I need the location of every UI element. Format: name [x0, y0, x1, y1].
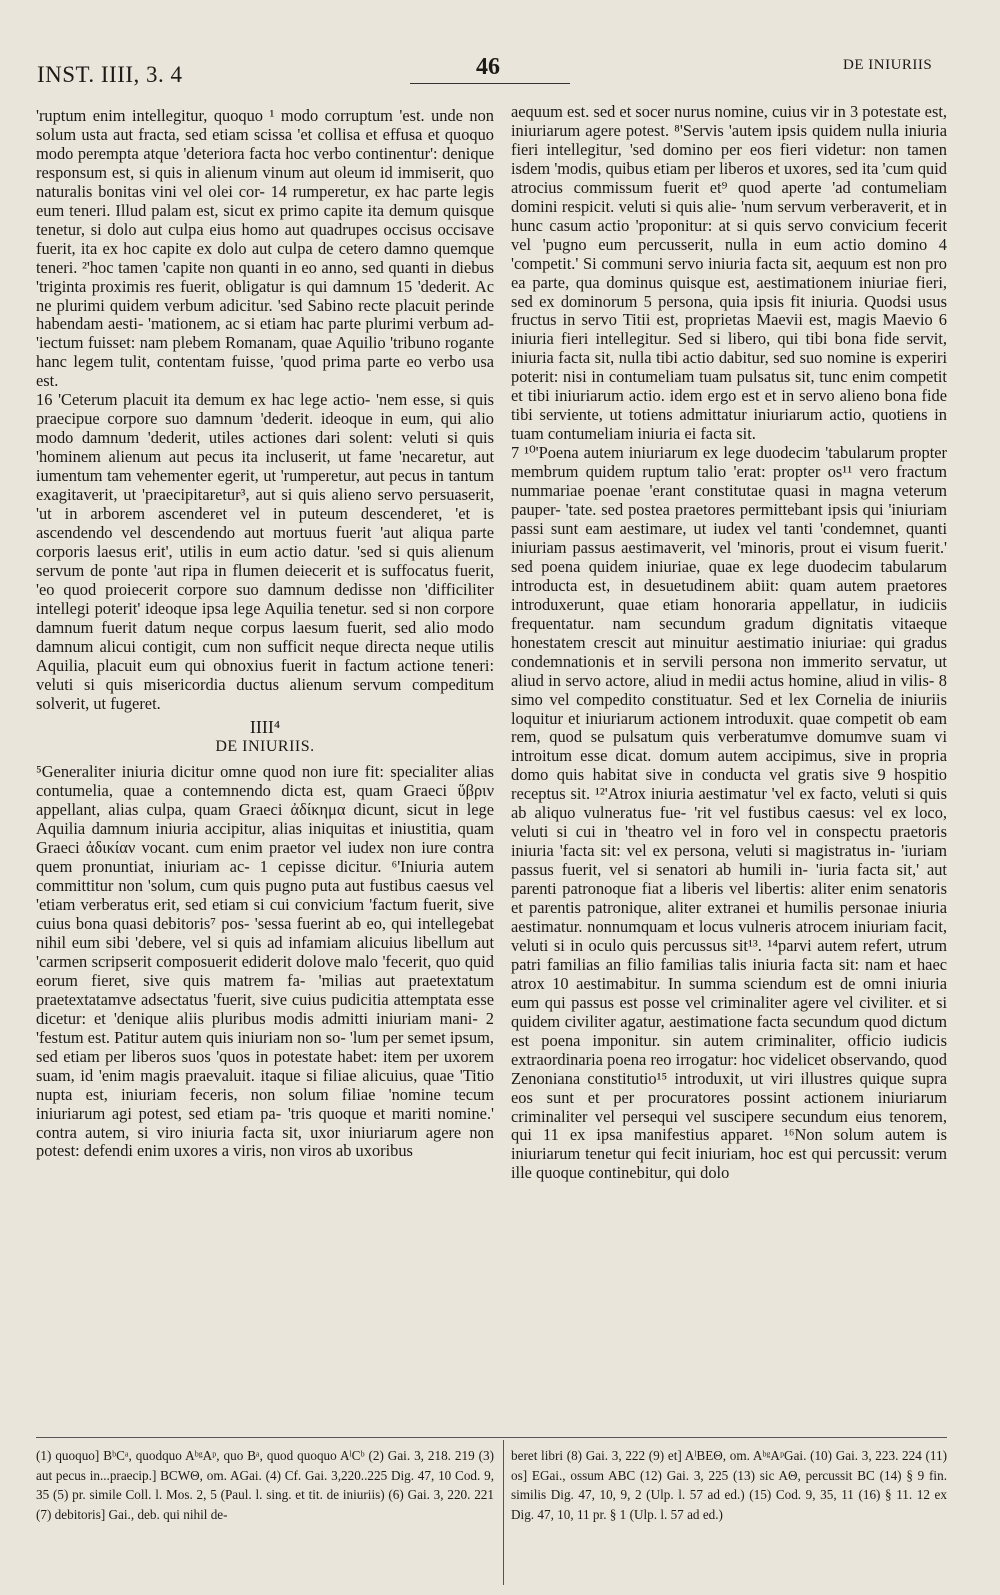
footnote-rule [36, 1437, 947, 1438]
page-number: 46 [476, 54, 500, 80]
footnotes-left: (1) quoquo] BᵇCᵃ, quodquo AᵇᵍAᵖ, quo Bᵃ, quod quoquo AˡCᵇ (2) Gai. 3, 218. 219 (3) aut pecus in...praecip.] BCWΘ, om. AGai. (4) Cf. Gai. 3,220..225 Dig. 47, 10 Cod. 9, 35 (5) pr. simile Coll. l. Mos. 2, 5 (Paul. l. sing. et tit. de iniuriis) (6) Gai. 3, 220. 221 (7) debitoris] Gai., deb. qui nihil de- [36, 1448, 494, 1522]
paragraph: ⁵Generaliter iniuria dicitur omne quod non iure fit: specialiter alias contumelia, quae a contemnendo dicta est, quam Graeci ὕβριν appellant, alias culpa, quam Graeci ἀδίκημα dicunt, sicut in lege Aquilia damnum iniuria accipitur, alias iniquitas et iniustitia, quam Graeci ἀδικίαν vocant. cum enim praetor vel iudex non iure contra quem pronuntiat, iniuriam ac- 1 cepisse dicitur. ⁶'Iniuria autem committitur non 'solum, cum quis pugno puta aut fustibus caesus vel 'etiam verberatus erit, sed etiam si cui convicium 'factum fuerit, sive cuius bona quasi debitoris⁷ pos- 'sessa fuerint ab eo, qui intellegebat nihil eum sibi 'debere, vel si quis ad infamiam alicuius libellum aut 'carmen scripserit composuerit ediderit dolove malo 'fecerit, quo quid eorum fieret, sive quis matrem fa- 'milias aut praetextatum praetextatamve adsectatus 'fuerit, sive cuius pudicitia attemptata esse dicetur: et 'denique aliis pluribus modis admitti iniuriam mani- 2 'festum est. Patitur autem quis iniuriam non so- 'lum per semet ipsum, sed etiam per liberos suos 'quos in potestate habet: item per uxorem suam, id 'enim magis praevaluit. itaque si filiae alicuius, quae 'Titio nupta est, iniuriam feceris, non solum filiae 'nomine tecum iniuriarum agi potest, sed etiam pa- 'tris quoque et mariti nomine.' contra autem, si viro iniuria facta sit, uxor iniuriarum agere non potest: defendi enim uxores a viris, non viros ab uxoribus [36, 762, 494, 1161]
running-head-left: INST. IIII, 3. 4 [37, 62, 183, 87]
paragraph: 16 'Ceterum placuit ita demum ex hac lege actio- 'nem esse, si quis praecipue corpore suo damnum 'dederit. ideoque in eum, qui alio modo damnum 'dederit, utiles actiones dari solent: veluti si quis 'hominem alienum aut pecus ita incluserit, ut fame 'necaretur, aut iumentum tam vehementer egerit, ut 'rumperetur, aut pecus in tantum exagitaverit, ut 'praecipitaretur³, aut si quis alieno servo persuaserit, 'ut in arborem ascenderet vel in puteum descenderet, 'et is ascendendo vel descendendo aut mortuus fuerit 'aut aliqua parte corporis laesus erit', utilis in eum actio datur. 'sed si quis alienum servum de ponte 'aut ripa in flumen deiecerit et is suffocatus fuerit, 'eo quod proiecerit corpore suo damnum dedisse non 'difficiliter intellegi poterit' ideoque ipsa lege Aquilia tenetur. sed si non corpore damnum fuerit datum neque corpus laesum fuerit, sed alio modo damnum alicui contigit, cum non sufficit neque directa neque utilis Aquilia, placuit eum qui obnoxius fuerit in factum actione teneri: veluti si quis misericordia ductus alienum servum compeditum solverit, ut fugeret. [36, 390, 494, 713]
paragraph: 7 ¹⁰'Poena autem iniuriarum ex lege duodecim 'tabularum propter membrum quidem ruptum talio 'erat: propter os¹¹ vero fractum nummariae poenae 'erant constitutae quasi in magna veterum pauper- 'tate. sed postea praetores permittebant ipsis qui 'iniuriam passi sunt eam aestimare, ut iudex vel tanti 'condemnet, quanti iniuriam passus aestimaverit, vel 'minoris, prout ei visum fuerit.' sed poena quidem iniuriae, quae ex lege duodecim tabularum introducta est, in desuetudinem abiit: quam autem praetores introduxerunt, quae etiam honoraria appellatur, in iudiciis frequentatur. nam secundum gradum dignitatis vitaeque honestatem crescit aut minuitur aestimatio iniuriae: qui gradus condemnationis et in servili persona non immerito servatur, ut aliud in servo actore, aliud in medii actus homine, aliud in vilis- 8 simo vel compedito constituatur. Sed et lex Cornelia de iniuriis loquitur et iniuriarum actionem introduxit. quae competit ob eam rem, quod se pulsatum quis verberatumve domumve suam vi introitum esse dicat. domum autem accipimus, sive in propria domo quis habitat sive in conducta vel gratis sive 9 hospitio receptus sit. ¹²'Atrox iniuria aestimatur 'vel ex facto, veluti si quis ab aliquo vulneratus fue- 'rit vel fustibus caesus: vel ex loco, veluti si cui in 'theatro vel in foro vel in conspectu praetoris iniuria 'facta sit: vel ex persona, veluti si magistratus in- 'iuriam passus fuerit, vel si senatori ab humili in- 'iuria facta sit,' aut parenti patronoque fiat a liberis vel libertis: aliter enim senatoris et parentis patronique, aliter extranei et humilis personae iniuria aestimatur. nonnumquam et locus vulneris atrocem iniuriam facit, veluti si in oculo quis percussus sit¹³. ¹⁴parvi autem refert, utrum patri familias an filio familias talis iniuria facta sit: nam et haec atrox 10 aestimabitur. In summa sciendum est de omni iniuria eum qui passus est posse vel criminaliter agere vel civiliter. et si quidem civiliter agatur, aestimatione facta secundum quod dictum est poena imponitur. sin autem criminaliter, officio iudicis extraordinaria poena reo irrogatur: hoc videlicet observando, quod Zenoniana constitutio¹⁵ introduxit, ut viri illustres quique supra eos sunt et per procuratores possint actionem iniuriarum criminaliter vel persequi vel suscipere secundum eius tenorem, qui 11 ex ipsa manifestius apparet. ¹⁶Non solum autem is iniuriarum tenetur qui fecit iniuriam, hoc est qui percussit: verum ille quoque continebitur, qui dolo [511, 443, 947, 1183]
paragraph: aequum est. sed et socer nurus nomine, cuius vir in 3 potestate est, iniuriarum agere potest. ⁸'Servis 'autem ipsis quidem nulla iniuria fieri intellegitur, 'sed domino per eos fieri videtur: non tamen isdem 'modis, quibus etiam per liberos et uxores, sed ita 'cum quid atrocius commissum fuerit et⁹ quod aperte 'ad contumeliam domini respicit. veluti si quis alie- 'num servum verberaverit, et in hunc casum actio 'proponitur: at si quis servo convicium fecerit vel 'pugno eum percusserit, nulla in eum actio domino 4 'competit.' Si communi servo iniuria facta sit, aequum est non pro ea parte, qua dominus quisque est, aestimationem iniuriae fieri, sed ex dominorum 5 persona, quia ipsis fit iniuria. Quodsi usus fructus in servo Titii est, proprietas Maevii est, magis Maevio 6 iniuria fieri intellegitur. Sed si libero, qui tibi bona fide servit, iniuria facta sit, nulla tibi actio dabitur, sed suo nomine is experiri poterit: nisi in contumeliam tuam pulsatus sit, tunc enim competit et tibi iniuriarum actio. idem ergo est et in servo alieno bona fide tibi serviente, ut totiens admittatur iniuriarum actio, quotiens in tuam contumeliam iniuria ei facta sit. [511, 102, 947, 444]
paragraph: 'ruptum enim intellegitur, quoquo ¹ modo corruptum 'est. unde non solum usta aut fracta, sed etiam scissa 'et collisa et effusa et quoquo modo perempta atque 'deteriora facta hoc verbo continentur': denique responsum est, si quis in alienum vinum aut oleum id immiserit, quo naturalis bonitas vini vel olei cor- 14 rumperetur, ex hac parte legis eum teneri. Illud palam est, sicut ex primo capite ita demum quisque tenetur, si dolo aut culpa eius homo aut quadrupes occisus occisave fuerit, ita ex hoc capite ex dolo aut culpa de cetero damno quemque teneri. ²'hoc tamen 'capite non quanti in eo anno, sed quanti in diebus 'triginta proximis res fuerit, obligatur is qui damnum 15 'dederit. Ac ne plurimi quidem verbum adicitur. 'sed Sabino recte placuit perinde habendam aesti- 'mationem, ac si etiam hac parte plurimi verbum ad- 'iectum fuisset: nam plebem Romanam, quae Aquilio 'tribuno rogante hanc legem tulit, contentam fuisse, 'quod prima parte eo verbo usa est. [36, 106, 494, 391]
header-rule [410, 83, 570, 84]
right-text-column [511, 103, 947, 1183]
left-text-column [36, 107, 494, 1161]
section-title: DE INIURIIS. [215, 738, 315, 756]
footnote-column-divider [503, 1440, 504, 1585]
running-head-right: DE INIURIIS [843, 57, 933, 73]
section-number: IIII⁴ [249, 716, 281, 737]
footnotes-right: beret libri (8) Gai. 3, 222 (9) et] AˡBEΘ, om. AᵇᵍAᵖGai. (10) Gai. 3, 223. 224 (11) os] EGai., ossum ABC (12) Gai. 3, 225 (13) sic AΘ, percussit BC (14) § 9 fin. similis Dig. 47, 10, 9, 2 (Ulp. l. 57 ad ed.) (15) Cod. 9, 35, 11 (16) § 11. 12 ex Dig. 47, 10, 11 pr. § 1 (Ulp. l. 57 ad ed.) [511, 1448, 947, 1522]
